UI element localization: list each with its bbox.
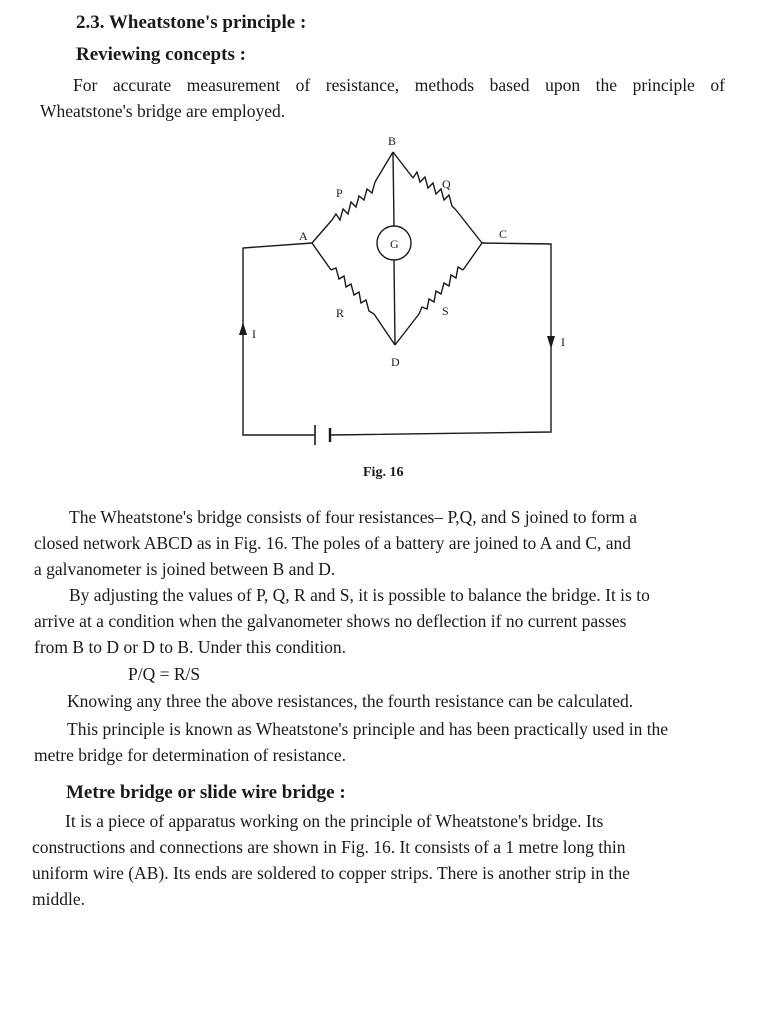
para5-line-2: constructions and connections are shown in Fig. 16. It consists of a 1 metre long thin [32,837,626,857]
current-label-right: I [561,335,565,349]
battery-circuit [243,243,551,445]
subsection-reviewing-concepts: Reviewing concepts : [76,44,246,65]
intro-line-1: For accurate measurement of resistance, methods based upon the principle of [73,75,725,95]
subsection-metre-bridge: Metre bridge or slide wire bridge : [66,782,346,803]
node-label-b: B [388,134,397,148]
para2-line-1: By adjusting the values of P, Q, R and S, it is possible to balance the bridge. It is to [69,585,650,605]
current-arrow-down-icon [547,336,555,349]
paragraph-fourth-resistance [34,688,736,714]
node-label-c: C [499,227,508,241]
node-label-d: D [391,355,400,369]
resistor-p [312,152,393,243]
para1-line-2: closed network ABCD as in Fig. 16. The poles of a battery are joined to A and C, and [34,533,632,553]
para2-line-2: arrive at a condition when the galvanometer shows no deflection if no current passes [34,611,627,631]
para5-line-3: uniform wire (AB). Its ends are soldered to copper strips. There is another strip in the [32,863,630,883]
para4-line-1: This principle is known as Wheatstone's principle and has been practically used in the [67,719,669,739]
current-label-left: I [252,327,256,341]
para4-line-2: metre bridge for determination of resistance. [34,745,346,765]
resistor-label-s: S [442,304,449,318]
node-label-a: A [299,229,308,243]
figure-caption: Fig. 16 [363,465,404,480]
para1-line-1: The Wheatstone's bridge consists of four resistances– P,Q, and S joined to form a [69,507,638,527]
intro-paragraph [40,72,725,124]
galvanometer-label: G [390,237,399,251]
resistor-r [312,243,395,345]
paragraph-metre-bridge [32,808,740,912]
paragraph-bridge-description [34,504,736,582]
wheatstone-bridge-diagram [0,120,768,460]
balance-equation: P/Q = R/S [128,664,201,684]
para2-line-3: from B to D or D to B. Under this condition. [34,637,347,657]
resistor-label-q: Q [442,177,451,191]
paragraph-principle-usage [34,716,738,768]
para1-line-3: a galvanometer is joined between B and D. [34,559,336,579]
para3-line: Knowing any three the above resistances, the fourth resistance can be calculated. [67,691,634,711]
resistor-s [395,243,482,345]
resistor-label-p: P [336,186,343,200]
resistor-q [393,152,482,243]
resistor-label-r: R [336,306,345,320]
current-arrow-up-icon [239,322,247,335]
para5-line-4: middle. [32,889,85,909]
para5-line-1: It is a piece of apparatus working on the principle of Wheatstone's bridge. Its [65,811,604,831]
intro-line-2: Wheatstone's bridge are employed. [40,101,286,121]
paragraph-balance-condition [34,582,736,660]
section-title: 2.3. Wheatstone's principle : [76,12,307,33]
